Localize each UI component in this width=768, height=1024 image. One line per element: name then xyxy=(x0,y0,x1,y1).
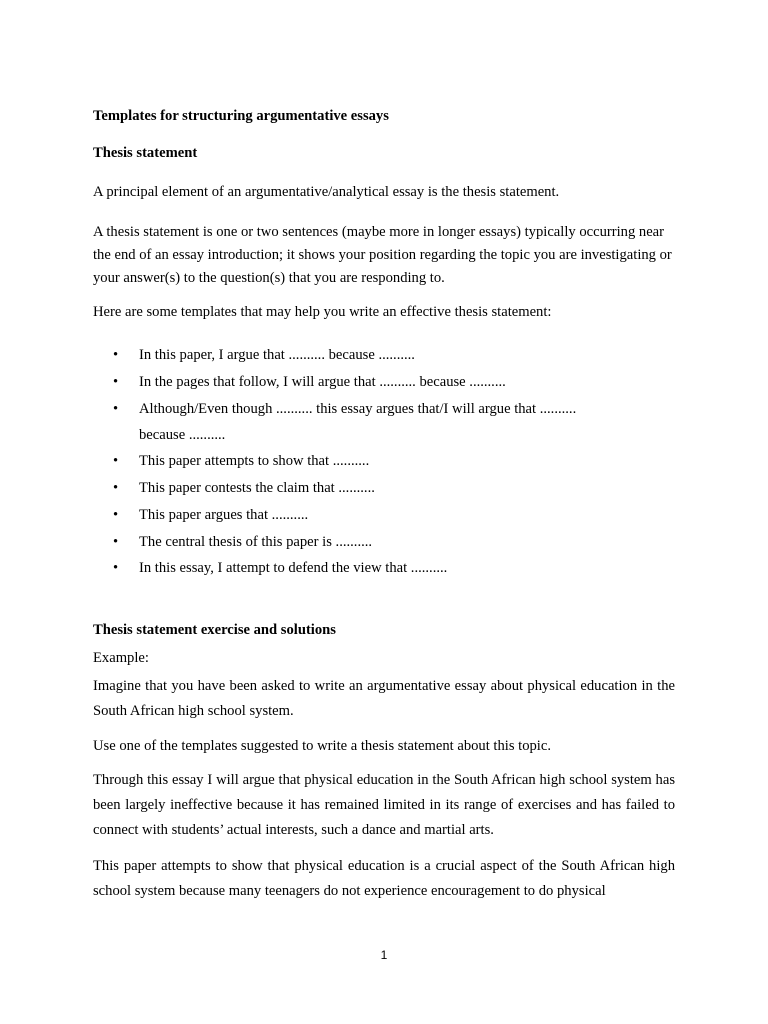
section-heading-exercise: Thesis statement exercise and solutions xyxy=(93,622,336,638)
paragraph-solution-1: Through this essay I will argue that physical education in the South African high school system has been largely ineffective because it has remained limited in its range of exercises and has failed to connect with students’ actual interests, such a dance and martial arts. xyxy=(93,772,675,838)
paragraph-exercise-prompt: Imagine that you have been asked to write an argumentative essay about physical education in the South African high school system. xyxy=(93,678,675,719)
list-item-text: This paper attempts to show that .......... xyxy=(139,453,370,469)
paragraph-exercise-instruction: Use one of the templates suggested to write a thesis statement about this topic. xyxy=(93,738,551,754)
list-item-text: This paper argues that .......... xyxy=(139,507,309,523)
section-heading-thesis-statement: Thesis statement xyxy=(93,145,198,161)
list-item-text: The central thesis of this paper is .......... xyxy=(139,534,373,550)
bullet-icon: • xyxy=(113,374,119,390)
list-item-text: Although/Even though .......... this essay argues that/I will argue that .......... because .......... xyxy=(139,401,577,443)
bullet-icon: • xyxy=(113,480,119,496)
paragraph-templates-intro: Here are some templates that may help you write an effective thesis statement: xyxy=(93,304,552,320)
list-item-text: This paper contests the claim that .......... xyxy=(139,480,375,496)
example-label: Example: xyxy=(93,650,149,666)
list-item-text: In this essay, I attempt to defend the view that .......... xyxy=(139,560,448,576)
bullet-icon: • xyxy=(113,534,119,550)
bullet-icon: • xyxy=(113,347,119,363)
paragraph-intro: A principal element of an argumentative/analytical essay is the thesis statement. xyxy=(93,184,560,200)
paragraph-solution-2: This paper attempts to show that physical education is a crucial aspect of the South African high school system because many teenagers do not experience encouragement to do physical xyxy=(93,858,675,899)
paragraph-thesis-definition: A thesis statement is one or two sentences (maybe more in longer essays) typically occurring near the end of an essay introduction; it shows your position regarding the topic you are investigating or your answer(s) to the question(s) that you are responding to. xyxy=(93,224,672,286)
bullet-icon: • xyxy=(113,507,119,523)
page-number: 1 xyxy=(380,948,388,962)
bullet-icon: • xyxy=(113,401,119,417)
list-item-text: In this paper, I argue that .......... because .......... xyxy=(139,347,415,363)
list-item-text: In the pages that follow, I will argue that .......... because .......... xyxy=(139,374,506,390)
bullet-icon: • xyxy=(113,453,119,469)
document-title: Templates for structuring argumentative essays xyxy=(93,108,389,124)
bullet-icon: • xyxy=(113,560,119,576)
